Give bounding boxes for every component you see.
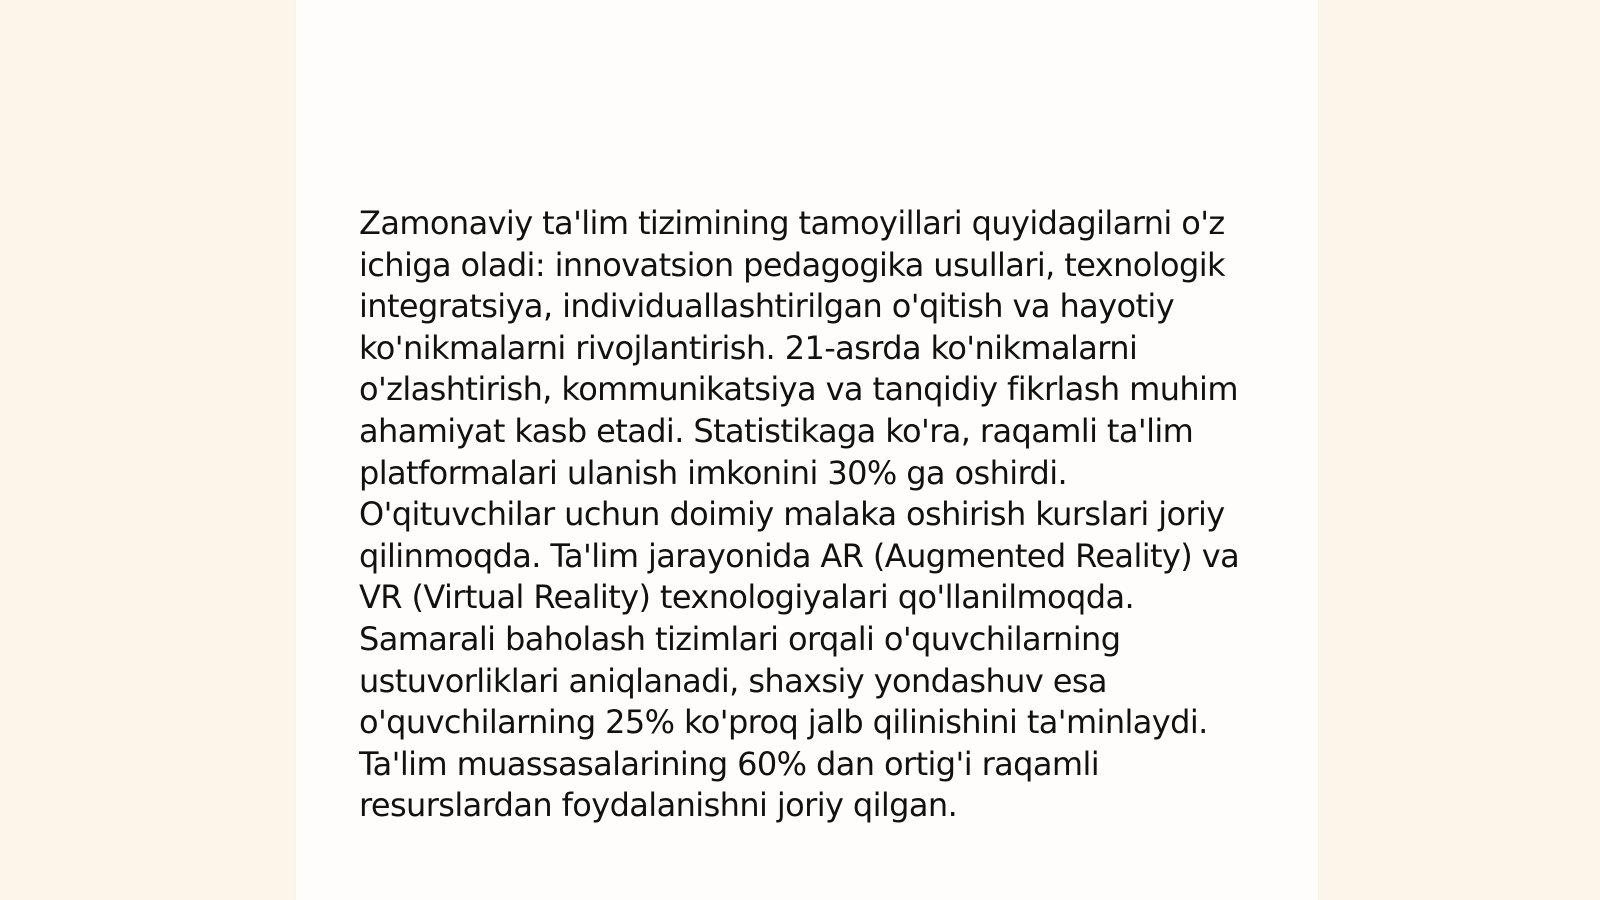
body-paragraph: Zamonaviy ta'lim tizimining tamoyillari quyidagilarni o'z ichiga oladi: innovatsion pedagogika usullari, texnologik integratsiya, individuallashtirilgan o'qitish va hayotiy ko'nikmalarni rivojlantirish. 21-asrda ko'nikmalarni o'zlashtirish, kommunikatsiya va tanqidiy fikrlash muhim ahamiyat kasb etadi. Statistikaga ko'ra, raqamli ta'lim platformalari ulanish imkonini 30% ga oshirdi. O'qituvchilar uchun doimiy malaka oshirish kurslari joriy qilinmoqda. Ta'lim jarayonida AR (Augmented Reality) va VR (Virtual Reality) texnologiyalari qo'llanilmoqda. Samarali baholash tizimlari orqali o'quvchilarning ustuvorliklari aniqlanadi, shaxsiy yondashuv esa o'quvchilarning 25% ko'proq jalb qilinishini ta'minlaydi. Ta'lim muassasalarining 60% dan ortig'i raqamli resurslardan foydalanishni joriy qilgan. (359, 204, 1240, 825)
document-page (296, 0, 1318, 900)
